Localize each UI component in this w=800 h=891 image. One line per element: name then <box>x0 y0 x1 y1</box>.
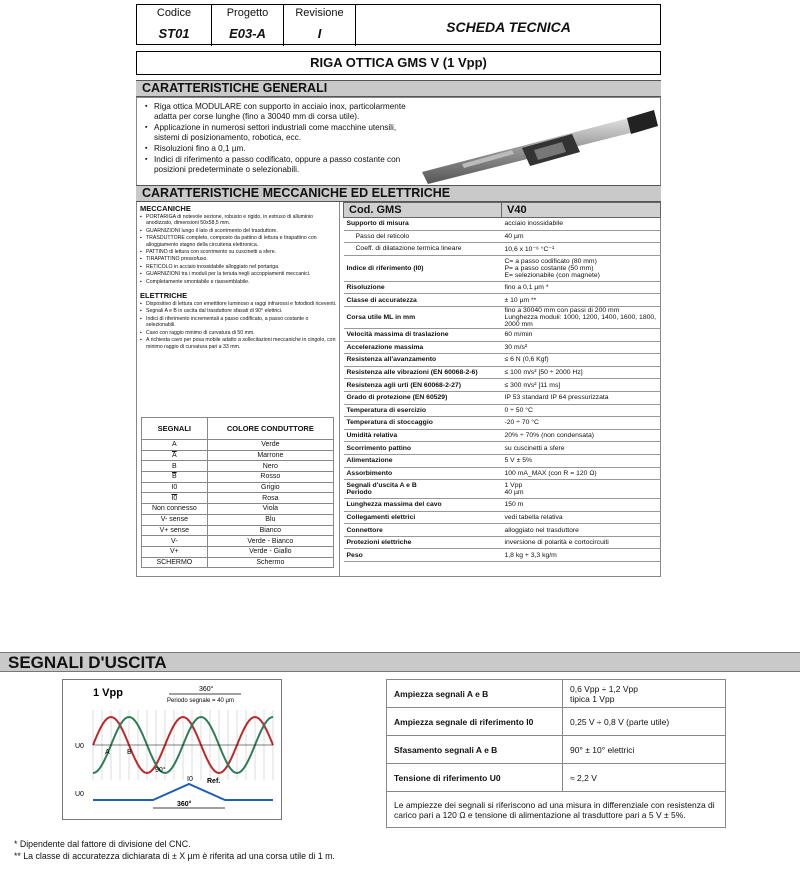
spec-value: C= a passo codificato (80 mm) P= a passo costante (50 mm) E= selezionabile (con magnete) <box>502 255 661 281</box>
codice-cell <box>137 5 212 46</box>
output-heading: SEGNALI D'USCITA <box>0 652 800 672</box>
spec-value: 1,8 kg + 3,3 kg/m <box>502 549 661 562</box>
a-label: A <box>105 749 110 756</box>
table-row <box>344 341 661 354</box>
list-item: ▪ A richiesta cavo per posa mobile adatto a sollecitazioni meccaniche in cingolo, con minimo raggio di curvatura pari a 33 mm. <box>140 337 339 350</box>
u0-label-ref: U0 <box>75 791 84 798</box>
spec-value: 20% ÷ 70% (non condensata) <box>502 429 661 442</box>
signal-waveform-chart <box>63 680 281 819</box>
ref-label: Ref. <box>207 778 221 785</box>
list-item: ▪ PATTINO di lettura con scorrimento su cuscinetti a sfere. <box>140 249 339 255</box>
spec-key: Temperatura di esercizio <box>344 404 502 417</box>
conductor-color: Verde - Giallo <box>207 546 333 557</box>
spec-key: Coeff. di dilatazione termica lineare <box>344 243 502 256</box>
spec-key: Passo del reticolo <box>344 230 502 243</box>
document-header <box>136 4 661 45</box>
spec-key: Protezioni elettriche <box>344 536 502 549</box>
table-row <box>344 467 661 480</box>
list-item: ▪ RETICOLO in acciaio inossidabile alloggiato nel portariga. <box>140 264 339 270</box>
revisione-value: I <box>317 26 322 41</box>
signal-name: B <box>142 461 208 472</box>
table-row <box>344 442 661 455</box>
conductor-color: Nero <box>207 461 333 472</box>
table-row <box>142 482 334 493</box>
footnote-1: * Dipendente dal fattore di divisione del CNC. <box>14 839 191 849</box>
signal-name: V+ <box>142 546 208 557</box>
spec-key: Scorrimento pattino <box>344 442 502 455</box>
table-row <box>142 557 334 568</box>
spec-value: inversione di polarità e cortocircuiti <box>502 536 661 549</box>
diagram-title: 1 Vpp <box>93 687 123 699</box>
output-key: Tensione di riferimento U0 <box>387 764 563 792</box>
table-row <box>142 493 334 504</box>
output-value: 0,6 Vpp ÷ 1,2 Vpp tipica 1 Vpp <box>563 680 726 708</box>
list-item: ▪ Indici di riferimento a passo codificato, oppure a passo costante con posizioni predeterminate o selezionabili. <box>145 155 415 175</box>
elec-list <box>140 301 339 350</box>
list-item: ▪ Indici di riferimento incrementali a passo codificato, a passo costante o selezionabili. <box>140 316 339 329</box>
spec-value: alloggiato nel trasduttore <box>502 524 661 537</box>
mechanical-section <box>136 185 661 577</box>
spec-key: Assorbimento <box>344 467 502 480</box>
spec-key: Grado di protezione (EN 60529) <box>344 391 502 404</box>
table-row <box>344 354 661 367</box>
mech-left-column <box>137 202 340 577</box>
conductor-color: Verde - Bianco <box>207 536 333 547</box>
spec-value: 10,6 x 10⁻⁶ °C⁻¹ <box>502 243 661 256</box>
conductor-color: Verde <box>207 440 333 451</box>
output-key: Sfasamento segnali A e B <box>387 736 563 764</box>
signals-table <box>141 417 334 568</box>
footnotes <box>14 838 335 862</box>
spec-key: Supporto di misura <box>344 218 502 231</box>
table-row <box>142 546 334 557</box>
output-value: 0,25 V ÷ 0,8 V (parte utile) <box>563 708 726 736</box>
table-row <box>344 417 661 430</box>
table-row <box>142 525 334 536</box>
deg90-label: 90° <box>155 767 166 774</box>
table-row <box>142 504 334 515</box>
spec-value: acciaio inossidabile <box>502 218 661 231</box>
table-row <box>387 680 726 708</box>
table-row <box>344 243 661 256</box>
list-item: ▪ Riga ottica MODULARE con supporto in acciaio inox, particolarmente adatta per corse lunghe (fino a 30040 mm di corsa utile). <box>145 102 415 122</box>
note-row <box>387 792 726 828</box>
spec-value: 0 ÷ 50 °C <box>502 404 661 417</box>
spec-value: fino a 30040 mm con passi di 200 mm Lunghezza moduli: 1000, 1200, 1400, 1600, 1800, 2000 mm <box>502 306 661 328</box>
signal-name: I0 <box>142 493 208 504</box>
spec-value: su cuscinetti a sfere <box>502 442 661 455</box>
spec-value: -20 ÷ 70 °C <box>502 417 661 430</box>
spec-value: 100 mA_MAX (con R = 120 Ω) <box>502 467 661 480</box>
list-item: ▪ TIRAPATTINO pressofuso. <box>140 256 339 262</box>
table-row <box>344 549 661 562</box>
table-row <box>142 450 334 461</box>
signal-diagram <box>62 679 282 820</box>
elec-title: ELETTRICHE <box>140 291 188 301</box>
table-row <box>142 514 334 525</box>
table-row <box>142 461 334 472</box>
table-row <box>344 404 661 417</box>
table-row <box>344 230 661 243</box>
spec-value: 30 m/s² <box>502 341 661 354</box>
codice-label: Codice <box>156 7 192 19</box>
output-value: 90° ± 10° elettrici <box>563 736 726 764</box>
conductor-color: Viola <box>207 504 333 515</box>
spec-key: Collegamenti elettrici <box>344 511 502 524</box>
spec-col2-header: V40 <box>502 203 661 218</box>
table-row <box>387 736 726 764</box>
progetto-cell <box>212 5 284 46</box>
period-label: Periodo segnale = 40 µm <box>167 698 234 704</box>
general-heading: CARATTERISTICHE GENERALI <box>136 80 661 97</box>
conductor-color: Blu <box>207 514 333 525</box>
mechanical-heading: CARATTERISTICHE MECCANICHE ED ELETTRICHE <box>136 185 661 202</box>
output-key: Ampiezza segnale di riferimento I0 <box>387 708 563 736</box>
general-section <box>136 97 661 195</box>
color-header: COLORE CONDUTTORE <box>207 418 333 440</box>
table-row <box>344 524 661 537</box>
table-row <box>344 511 661 524</box>
list-item: ▪ GUARNIZIONI lungo il lato di scorrimento del trasduttore. <box>140 228 339 234</box>
footnote-2: ** La classe di accuratezza dichiarata di ± X µm è riferita ad una corsa utile di 1 m. <box>14 851 335 861</box>
spec-value: 150 m <box>502 499 661 512</box>
pulse-360-label: 360° <box>177 801 192 808</box>
signal-name: $\overline{B}$ <box>142 472 208 483</box>
general-list <box>145 102 415 176</box>
signal-name: V+ sense <box>142 525 208 536</box>
output-table <box>386 679 726 828</box>
spec-key: Classe di accuratezza <box>344 294 502 307</box>
spec-value: 40 µm <box>502 230 661 243</box>
table-row <box>344 294 661 307</box>
spec-key: Connettore <box>344 524 502 537</box>
spec-value: vedi tabella relativa <box>502 511 661 524</box>
diagram-360-label: 360° <box>199 686 214 693</box>
progetto-value: E03-A <box>229 26 266 41</box>
table-row <box>344 379 661 392</box>
table-row <box>344 306 661 328</box>
table-row <box>142 440 334 451</box>
signal-name: I0 <box>142 482 208 493</box>
output-note: Le ampiezze dei segnali si riferiscono ad una misura in differenziale con resistenza di carico pari a 120 Ω e tensione di alimentazione al trasduttore pari a 5 V ± 5%. <box>387 792 726 828</box>
table-row <box>344 255 661 281</box>
signal-name: V- <box>142 536 208 547</box>
spec-value: ≤ 100 m/s² [50 ÷ 2000 Hz] <box>502 366 661 379</box>
doc-type: SCHEDA TECNICA <box>446 19 571 35</box>
spec-key: Corsa utile ML in mm <box>344 306 502 328</box>
spec-value: 5 V ± 5% <box>502 454 661 467</box>
table-row <box>344 454 661 467</box>
signal-name: SCHERMO <box>142 557 208 568</box>
spec-key: Resistenza agli urti (EN 60068-2-27) <box>344 379 502 392</box>
list-item: ▪ Dispositivo di lettura con emettitore luminoso a raggi infrarossi e fotodiodi riceventi. <box>140 301 339 307</box>
list-item: ▪ Completamente smontabile e riassemblabile. <box>140 279 339 285</box>
table-row <box>344 536 661 549</box>
revisione-label: Revisione <box>295 7 344 19</box>
table-row <box>344 281 661 294</box>
table-row <box>142 472 334 483</box>
spec-key: Segnali d'uscita A e B Periodo <box>344 480 502 499</box>
list-item: ▪ Applicazione in numerosi settori industriali come macchine utensili, sistemi di posizionamento, robotica, ecc. <box>145 123 415 143</box>
conductor-color: Marrone <box>207 450 333 461</box>
spec-value: fino a 0,1 µm * <box>502 281 661 294</box>
table-row <box>344 480 661 499</box>
spec-key: Umidità relativa <box>344 429 502 442</box>
spec-value: IP 53 standard IP 64 pressurizzata <box>502 391 661 404</box>
codice-value: ST01 <box>158 26 190 41</box>
spec-value: ± 10 µm ** <box>502 294 661 307</box>
table-row <box>344 218 661 231</box>
signal-name: A <box>142 440 208 451</box>
conductor-color: Rosa <box>207 493 333 504</box>
revisione-cell <box>284 5 356 46</box>
table-row <box>344 499 661 512</box>
spec-value: 1 Vpp 40 µm <box>502 480 661 499</box>
table-row <box>344 429 661 442</box>
mech-title: MECCANICHE <box>140 204 191 213</box>
table-row <box>344 391 661 404</box>
spec-key: Resistenza alle vibrazioni (EN 60068-2-6) <box>344 366 502 379</box>
spec-key: Lunghezza massima del cavo <box>344 499 502 512</box>
list-item: ▪ TRASDUTTORE completo, composto da pattino di lettura e tirapattino con alloggiamento stagno della circuiteria elettronica. <box>140 235 339 248</box>
spec-value: ≤ 6 N (0,6 Kgf) <box>502 354 661 367</box>
table-row <box>387 708 726 736</box>
spec-col1-header: Cod. GMS <box>344 203 502 218</box>
spec-key: Resistenza all'avanzamento <box>344 354 502 367</box>
signal-name: V- sense <box>142 514 208 525</box>
doc-type-cell <box>356 5 661 46</box>
output-key: Ampiezza segnali A e B <box>387 680 563 708</box>
list-item: ▪ GUARNIZIONI tra i moduli per la tenuta negli accoppiamenti meccanici. <box>140 271 339 277</box>
table-header-row <box>142 418 334 440</box>
conductor-color: Schermo <box>207 557 333 568</box>
table-row <box>344 366 661 379</box>
optical-scale-image <box>422 104 658 184</box>
u0-label: U0 <box>75 743 84 750</box>
output-value: ≈ 2,2 V <box>563 764 726 792</box>
spec-header-row <box>344 203 661 218</box>
table-row <box>387 764 726 792</box>
spec-key: Temperatura di stoccaggio <box>344 417 502 430</box>
product-title: RIGA OTTICA GMS V (1 Vpp) <box>136 51 661 75</box>
progetto-label: Progetto <box>226 7 269 19</box>
spec-key: Velocità massima di traslazione <box>344 328 502 341</box>
list-item: ▪ PORTARIGA di notevole sezione, robusto e rigido, in estruso di alluminio anodizzato, dimensioni 50x58,5 mm. <box>140 214 339 227</box>
spec-key: Accelerazione massima <box>344 341 502 354</box>
spec-value: 60 m/min <box>502 328 661 341</box>
reference-pulse <box>93 784 273 800</box>
spec-key: Risoluzione <box>344 281 502 294</box>
conductor-color: Grigio <box>207 482 333 493</box>
list-item: ▪ Segnali A e B in uscita dal trasduttore sfasati di 90° elettrici. <box>140 308 339 314</box>
spec-key: Peso <box>344 549 502 562</box>
spec-table <box>343 202 661 562</box>
spec-key: Alimentazione <box>344 454 502 467</box>
b-label: B <box>127 749 132 756</box>
conductor-color: Rosso <box>207 472 333 483</box>
table-row <box>142 536 334 547</box>
list-item: ▪ Risoluzioni fino a 0,1 µm. <box>145 144 415 154</box>
table-row <box>344 328 661 341</box>
conductor-color: Bianco <box>207 525 333 536</box>
i0-label: I0 <box>187 776 193 783</box>
signal-name: Non connesso <box>142 504 208 515</box>
mech-list <box>140 214 339 285</box>
spec-value: ≤ 300 m/s² [11 ms] <box>502 379 661 392</box>
list-item: ▪ Cavo con raggio minimo di curvatura di 50 mm. <box>140 330 339 336</box>
spec-key: Indice di riferimento (I0) <box>344 255 502 281</box>
signal-name: $\overline{A}$ <box>142 450 208 461</box>
signals-header: SEGNALI <box>142 418 208 440</box>
